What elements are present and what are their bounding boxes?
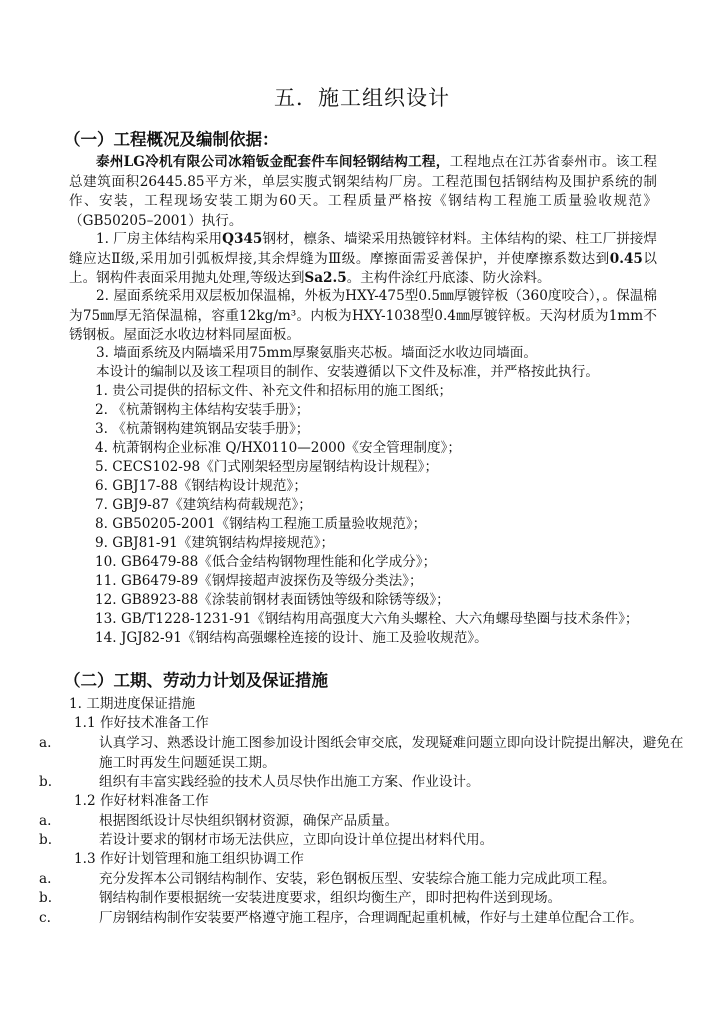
item1-text-d: 以上。钢构件表面采用抛丸处理,等级达到	[69, 250, 657, 286]
list-item: 6. GBJ17-88《钢结构设计规范》；	[95, 478, 307, 494]
item-label: b.	[39, 890, 53, 906]
list-item: 11. GB6479-89《钢焊接超声波探伤及等级分类法》；	[95, 573, 423, 589]
item-label: a.	[39, 813, 52, 829]
item-label: a.	[39, 871, 52, 887]
item-text: 厂房钢结构制作安装要严格遵守施工程序，合理调配起重机械，作好与土建单位配合工作。	[99, 910, 643, 926]
item-text: 组织有丰富实践经验的技术人员尽快作出施工方案、作业设计。	[99, 774, 480, 790]
list-item: 12. GB8923-88《涂装前钢材表面锈蚀等级和除锈等级》；	[95, 592, 450, 608]
item-label: c.	[39, 910, 51, 926]
steel-grade: Q345	[222, 231, 263, 247]
item1-paragraph	[69, 230, 657, 289]
item1-text-e: 。主构件涂红丹底漆、防火涂料。	[346, 270, 551, 286]
page-title: 五．施工组织设计	[274, 86, 450, 110]
list-item: 1. 贵公司提供的招标文件、补充文件和招标用的施工图纸；	[95, 383, 453, 399]
item2-paragraph: 2. 屋面系统采用双层板加保温棉，外板为HXY-475型0.5㎜厚镀锌板（360度咬合），。保温棉为75㎜厚无箔保温棉，容重12kg/m³。内板为HXY-1038型0.4㎜厚镀锌板。天沟材质为1mm不锈钢板。屋面泛水收边材料同屋面板。	[69, 288, 657, 343]
blast-grade: Sa2.5	[304, 270, 347, 286]
item-text: 充分发挥本公司钢结构制作、安装，彩色钢板压型、安装综合施工能力完成此项工程。	[99, 871, 616, 887]
list-item: 7. GBJ9-87《建筑结构荷载规范》；	[95, 497, 312, 513]
project-name: 泰州LG冷机有限公司冰箱钣金配套件车间轻钢结构工程，	[96, 154, 450, 170]
intro-paragraph	[69, 153, 657, 231]
item3-paragraph: 3. 墙面系统及内隔墙采用75mm厚聚氨脂夹芯板。墙面泛水收边同墙面。	[96, 345, 537, 361]
list-item	[39, 734, 687, 773]
list-item	[39, 889, 687, 909]
standards-intro: 本设计的编制以及该工程项目的制作、安装遵循以下文件及标准，并严格按此执行。	[96, 364, 599, 380]
list-item	[39, 870, 687, 890]
list-item: 14. JGJ82-91《钢结构高强螺栓连接的设计、施工及验收规范》。	[95, 630, 488, 646]
subsection-1-3: 1.3 作好计划管理和施工组织协调工作	[74, 851, 304, 867]
item1-text-a: 1. 厂房主体结构采用	[96, 231, 223, 247]
list-item: 5. CECS102-98《门式刚架轻型房屋钢结构设计规程》；	[95, 459, 439, 475]
list-item: 4. 杭萧钢构企业标准 Q/HX0110—2000《安全管理制度》；	[95, 440, 461, 456]
item1-text-c: 钢材，檩条、墙梁采用热镀锌材料。主体结构的梁、柱工厂拼接焊缝应达Ⅱ级,采用加引弧板焊接,其余焊缝为Ⅲ级。摩擦面需妥善保护，并使摩擦系数达到	[69, 231, 658, 267]
list-item	[39, 831, 687, 851]
subsection-1-2: 1.2 作好材料准备工作	[74, 793, 209, 809]
list-item: 3. 《杭萧钢构建筑钢品安装手册》；	[95, 421, 310, 437]
item1-heading: 1. 工期进度保证措施	[69, 696, 196, 712]
list-item: 9. GBJ81-91《建筑钢结构焊接规范》；	[95, 535, 335, 551]
list-item: 10. GB6479-88《低合金结构钢物理性能和化学成分》；	[95, 554, 437, 570]
subsection-1-1: 1.1 作好技术准备工作	[74, 715, 209, 731]
section1-heading: （一）工程概况及编制依据：	[64, 130, 279, 149]
list-item: 13. GB/T1228-1231-91《钢结构用高强度大六角头螺栓、大六角螺母垫圈与技术条件》；	[95, 611, 639, 627]
list-item	[39, 812, 687, 832]
list-item	[39, 773, 687, 793]
item-text: 根据图纸设计尽快组织钢材资源，确保产品质量。	[99, 813, 399, 829]
item-text: 若设计要求的钢材市场无法供应，立即向设计单位提出材料代用。	[99, 832, 494, 848]
intro-text: 工程地点在江苏省泰州市。该工程总建筑面积26445.85平方米，单层实腹式钢架结构厂房。工程范围包括钢结构及围护系统的制作、安装，工程现场安装工期为60天。工程质量严格按《钢结构工程施工质量验收规范》（GB50205–2001）执行。	[69, 154, 658, 229]
list-item	[39, 909, 687, 929]
item-label: b.	[39, 774, 53, 790]
section2-heading: （二）工期、劳动力计划及保证措施	[64, 671, 328, 690]
item-label: b.	[39, 832, 53, 848]
list-item: 2. 《杭萧钢构主体结构安装手册》；	[95, 402, 310, 418]
friction-coefficient: 0.45	[609, 250, 643, 267]
item-text: 钢结构制作要根据统一安装进度要求，组织均衡生产，即时把构件送到现场。	[99, 890, 562, 906]
item-label: a.	[39, 735, 52, 751]
list-item: 8. GB50205-2001《钢结构工程施工质量验收规范》；	[95, 516, 427, 532]
item-text: 认真学习、熟悉设计施工图参加设计图纸会审交底，发现疑难问题立即向设计院提出解决，避免在施工时再发生问题延误工期。	[99, 735, 684, 771]
